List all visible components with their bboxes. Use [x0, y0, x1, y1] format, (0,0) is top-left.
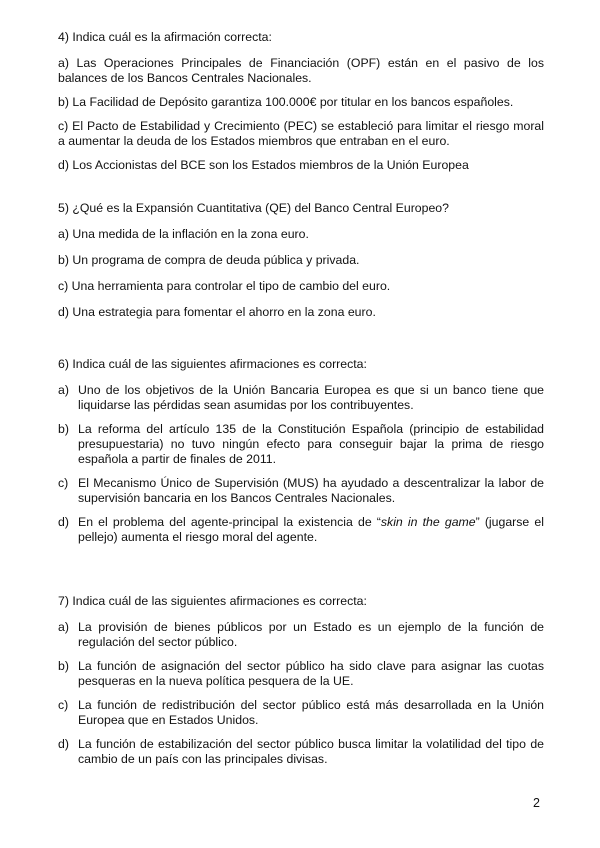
- option-d: d) En el problema del agente-principal la existencia de “skin in the game” (jugarse el pellejo) aumenta el riesgo moral del agente.: [58, 515, 544, 544]
- option-c: c) El Pacto de Estabilidad y Crecimiento (PEC) se estableció para limitar el riesgo moral a aumentar la deuda de los Estados miembros que entraban en el euro.: [58, 119, 544, 148]
- question-5: [58, 201, 544, 329]
- question-title: 5) ¿Qué es la Expansión Cuantitativa (QE) del Banco Central Europeo?: [58, 201, 449, 215]
- question-title: 7) Indica cuál de las siguientes afirmaciones es correcta:: [58, 594, 367, 608]
- option-a: a) Las Operaciones Principales de Financiación (OPF) están en el pasivo de los balances de los Bancos Centrales Nacionales.: [58, 56, 544, 85]
- option-d-text: En el problema del agente-principal la existencia de “skin in the game” (jugarse el pellejo) aumenta el riesgo moral del agente.: [78, 515, 544, 544]
- option-a: a) Uno de los objetivos de la Unión Bancaria Europea es que si un banco tiene que liquidarse las pérdidas sean asumidas por los contribuyentes.: [58, 383, 544, 412]
- option-c: c) El Mecanismo Único de Supervisión (MUS) ha ayudado a descentralizar la labor de supervisión bancaria en los Bancos Centrales Nacionales.: [58, 476, 544, 505]
- question-4: [58, 30, 544, 182]
- option-b: b) La reforma del artículo 135 de la Constitución Española (principio de estabilidad presupuestaria) no tuvo ningún efecto para conseguir bajar la prima de riesgo española a partir de finales de 2011.: [58, 422, 544, 466]
- option-c: c) Una herramienta para controlar el tipo de cambio del euro.: [58, 279, 391, 293]
- option-b: b) Un programa de compra de deuda pública y privada.: [58, 253, 360, 267]
- option-b: b) La Facilidad de Depósito garantiza 100.000€ por titular en los bancos españoles.: [58, 95, 514, 109]
- question-6: [58, 357, 544, 554]
- question-title: 4) Indica cuál es la afirmación correcta:: [58, 30, 272, 44]
- option-a: a) La provisión de bienes públicos por un Estado es un ejemplo de la función de regulación del sector público.: [58, 620, 544, 649]
- italic-phrase: skin in the game: [380, 515, 476, 529]
- option-d: d) Los Accionistas del BCE son los Estados miembros de la Unión Europea: [58, 158, 469, 172]
- option-d: d) Una estrategia para fomentar el ahorro en la zona euro.: [58, 305, 376, 319]
- option-c: c) La función de redistribución del sector público está más desarrollada en la Unión Europea que en Estados Unidos.: [58, 698, 544, 727]
- option-b: b) La función de asignación del sector público ha sido clave para asignar las cuotas pesqueras en la nueva política pesquera de la UE.: [58, 659, 544, 688]
- page-number: 2: [533, 796, 540, 810]
- option-d: d) La función de estabilización del sector público busca limitar la volatilidad del tipo de cambio de un país con las principales divisas.: [58, 737, 544, 766]
- question-7: [58, 594, 544, 776]
- question-title: 6) Indica cuál de las siguientes afirmaciones es correcta:: [58, 357, 367, 371]
- option-a: a) Una medida de la inflación en la zona euro.: [58, 227, 309, 241]
